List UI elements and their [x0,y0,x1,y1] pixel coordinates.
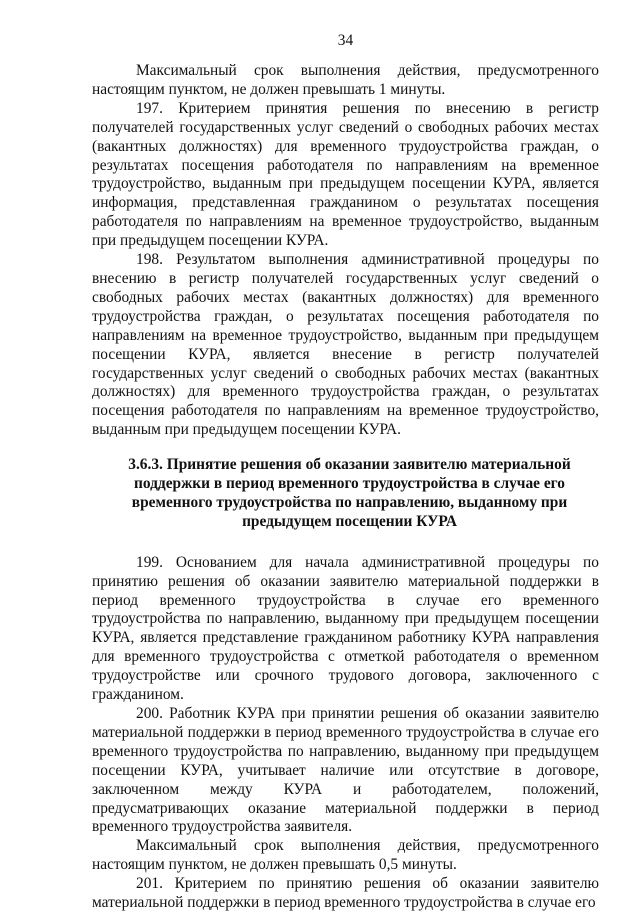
section-heading-3-6-3: 3.6.3. Принятие решения об оказании заявителю материальной поддержки в период временного трудоустройства в случае его временного трудоустройства по направлению, выданному при предыдущем посещении КУРА [128,456,571,530]
paragraph-max-time-1: Максимальный срок выполнения действия, предусмотренного настоящим пунктом, не должен превышать 1 минуты. [92,62,599,98]
paragraph-199: 199. Основанием для начала административной процедуры по принятию решения об оказании заявителю материальной поддержки в период временного трудоустройства в случае его временного трудоустройства по направлению, выданному при предыдущем посещении КУРА, является представление гражданином работнику КУРА направления для временного трудоустройства с отметкой работодателя о временном трудоустройстве или срочного трудового договора, заключенного с гражданином. [92,553,599,704]
page-number: 34 [337,32,354,49]
paragraph-198: 198. Результатом выполнения административной процедуры по внесению в регистр получателей государственных услуг сведений о свободных рабочих местах (вакантных должностях) для временного трудоустройства граждан, о результатах посещения работодателя по направлениям на временное трудоустройство, выданным при предыдущем посещении КУРА, является внесение в регистр получателей государственных услуг сведений о свободных рабочих местах (вакантных должностях) для временного трудоустройства граждан, о результатах посещения работодателя по направлениям на временное трудоустройство, выданным при предыдущем посещении КУРА. [92,251,599,439]
paragraph-200: 200. Работник КУРА при принятии решения об оказании заявителю материальной поддержки в период временного трудоустройства в случае его временного трудоустройства по направлению, выданному при предыдущем посещении КУРА, учитывает наличие или отсутствие в договоре, заключенном между КУРА и работодателем, положений, предусматривающих оказание материальной поддержки в период временного трудоустройства заявителя. [92,705,599,836]
document-page [92,32,599,913]
paragraph-201: 201. Критерием по принятию решения об оказании заявителю материальной поддержки в период временного трудоустройства в случае его [92,875,599,912]
paragraph-197: 197. Критерием принятия решения по внесению в регистр получателей государственных услуг сведений о свободных рабочих местах (вакантных должностях) для временного трудоустройства граждан, о результатах посещения работодателя по направлениям на временное трудоустройство, выданным при предыдущем посещении КУРА, является информация, представленная гражданином о результатах посещения работодателя по направлениям на временное трудоустройство, выданным при предыдущем посещении КУРА. [92,99,599,250]
paragraph-max-time-2: Максимальный срок выполнения действия, предусмотренного настоящим пунктом, не должен превышать 0,5 минуты. [92,837,599,874]
